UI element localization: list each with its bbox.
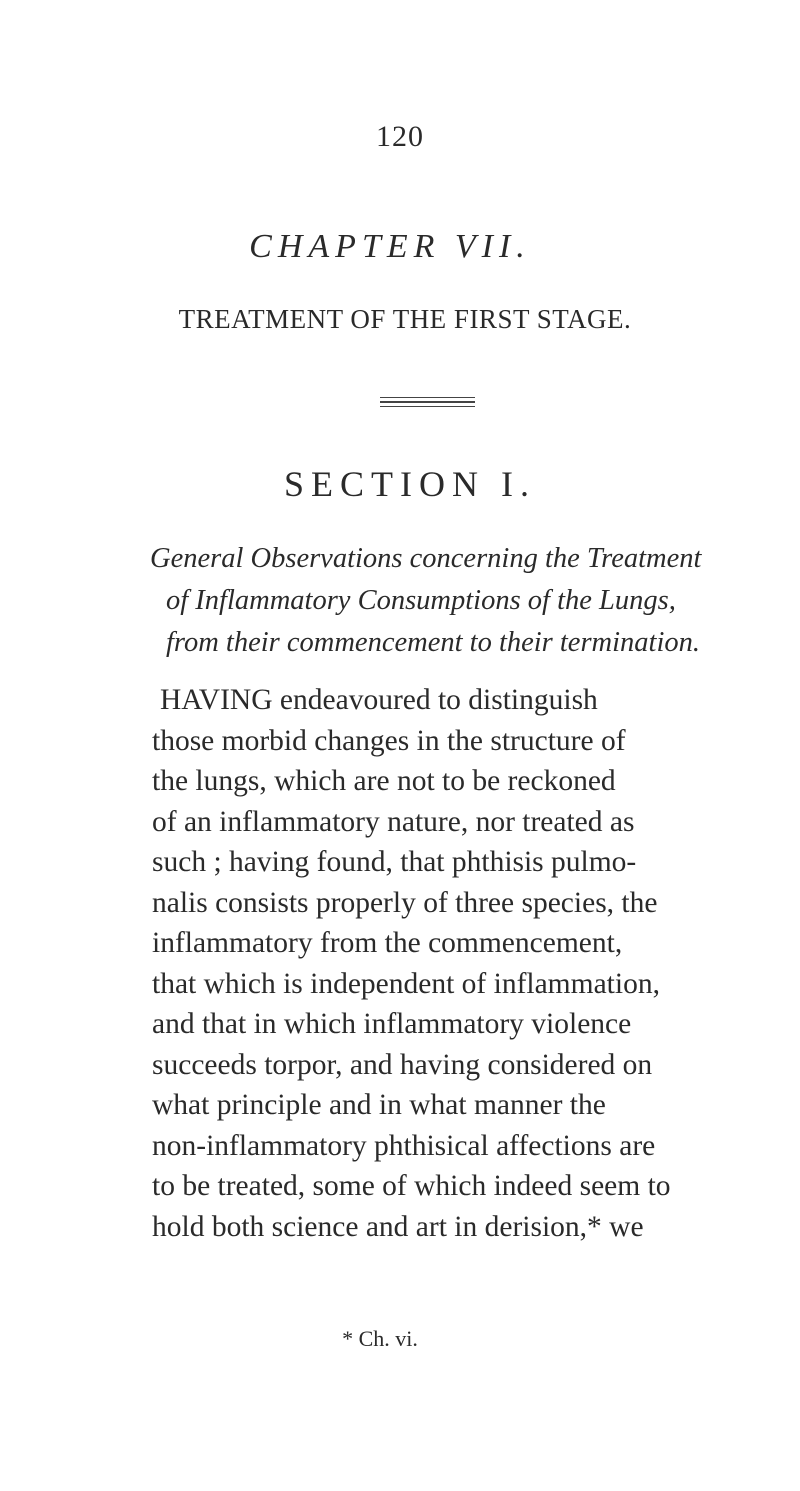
body-line: non-inflammatory phthisical affections are	[152, 1129, 656, 1162]
body-line: inflammatory from the commencement,	[152, 927, 623, 959]
divider-rule	[380, 401, 475, 403]
footnote: * Ch. vi.	[342, 1326, 418, 1351]
body-line: and that in which inflammatory violence	[152, 1008, 632, 1040]
page-number: 120	[376, 120, 424, 153]
body-line: nalis consists properly of three species, the	[152, 886, 658, 919]
body-line: of an inflammatory nature, nor treated as	[152, 805, 635, 838]
section-heading: SECTION I.	[284, 464, 536, 504]
body-line: such ; having found, that phthisis pulmo-	[152, 846, 637, 878]
body-line: to be treated, some of which indeed seem to	[152, 1170, 671, 1202]
body-line: what principle and in what manner the	[152, 1089, 606, 1121]
divider-rule	[380, 406, 475, 407]
body-line: hold both science and art in derision,* we	[152, 1210, 644, 1243]
body-line: the lungs, which are not to be reckoned	[152, 765, 616, 797]
section-title	[150, 538, 790, 664]
chapter-heading: CHAPTER VII.	[249, 228, 531, 265]
body-line: HAVING endeavoured to distinguish	[160, 684, 598, 716]
section-title-line: General Observations concerning the Treatment	[150, 543, 702, 574]
body-line: those morbid changes in the structure of	[152, 724, 626, 757]
body-line: succeeds torpor, and having considered on	[152, 1048, 653, 1081]
divider-rule	[380, 397, 475, 398]
body-line: that which is independent of inflammation,	[152, 967, 660, 1000]
chapter-subtitle: TREATMENT OF THE FIRST STAGE.	[178, 304, 632, 334]
section-title-line: of Inflammatory Consumptions of the Lungs,	[166, 585, 676, 616]
section-title-line: from their commencement to their termination.	[166, 627, 701, 658]
body-paragraph	[152, 680, 792, 1247]
